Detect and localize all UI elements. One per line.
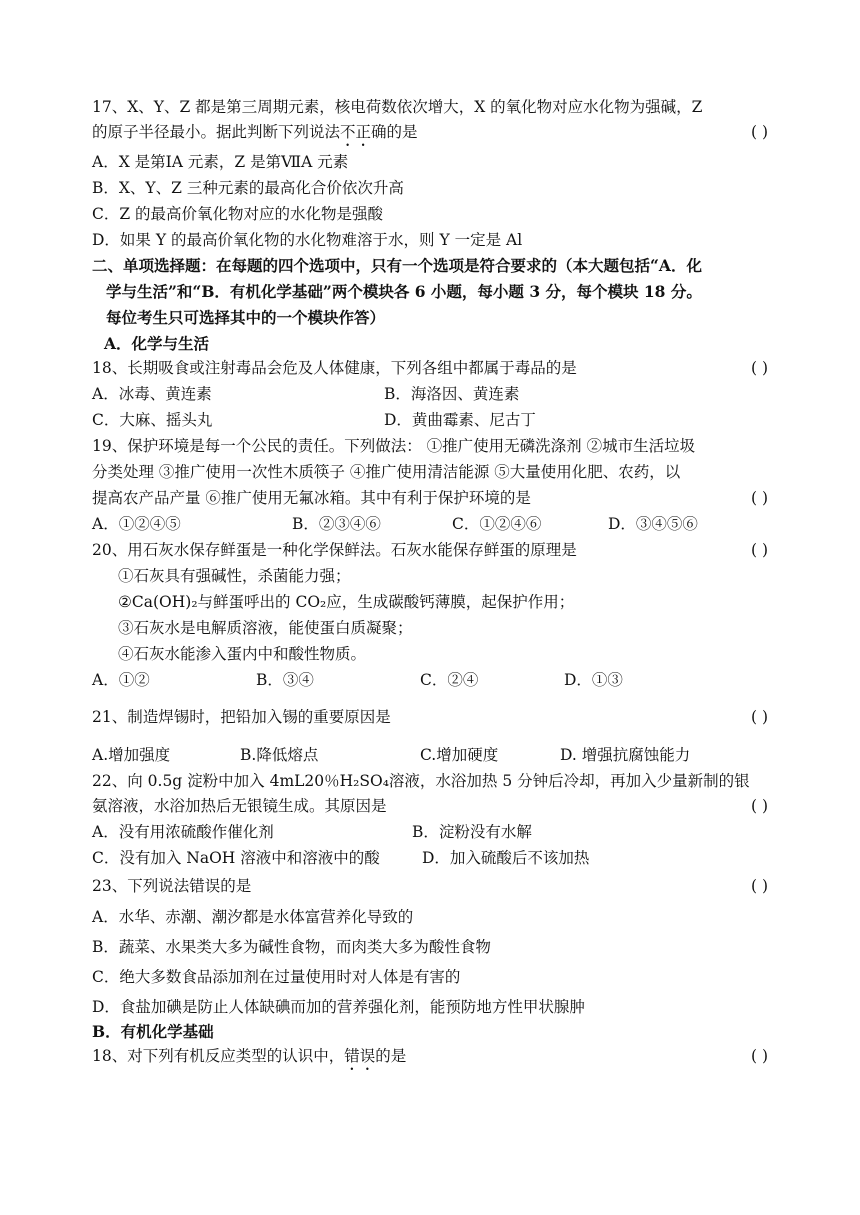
q22-line-2: 氨溶液，水浴加热后无银镜生成。其原因是: [92, 797, 387, 815]
q20-answer-bracket: ( ): [750, 541, 768, 559]
module-b-q18-stem-text: 18、对下列有机反应类型的认识中，: [92, 1047, 345, 1065]
q22-option-d: D．加入硫酸后不该加热: [422, 849, 590, 867]
q17-option-d: D．如果 Y 的最高价氧化物的水化物难溶于水，则 Y 一定是 Al: [92, 231, 523, 249]
module-b-q18-answer-bracket: ( ): [750, 1047, 768, 1065]
q20-option-d: D．①③: [564, 671, 623, 689]
q19-option-c: C．①②④⑥: [452, 515, 542, 533]
q20-statement-1: ①石灰具有强碱性，杀菌能力强；: [118, 567, 351, 585]
module-b-q18-emphasis: 错误: [344, 1047, 376, 1065]
module-a-title: A．化学与生活: [104, 334, 210, 353]
module-b-q18-stem-end: 的是: [375, 1047, 407, 1065]
q22-option-a: A．没有用浓硫酸作催化剂: [92, 823, 274, 841]
q17-emphasis: 不正: [340, 123, 372, 141]
q20-statement-2: ②Ca(OH)₂与鲜蛋呼出的 CO₂应，生成碳酸钙薄膜，起保护作用；: [118, 593, 575, 611]
q22-option-c: C．没有加入 NaOH 溶液中和溶液中的酸: [92, 849, 380, 867]
q17-line-1: 17、X、Y、Z 都是第三周期元素，核电荷数依次增大，X 的氧化物对应水化物为强碱，Z: [92, 98, 703, 116]
q22-answer-bracket: ( ): [750, 797, 768, 815]
q20-stem: 20、用石灰水保存鲜蛋是一种化学保鲜法。石灰水能保存鲜蛋的原理是: [92, 541, 577, 559]
q23-option-b: B．蔬菜、水果类大多为碱性食物，而肉类大多为酸性食物: [92, 938, 491, 956]
module-b-title: B．有机化学基础: [92, 1022, 214, 1041]
q23-stem: 23、下列说法错误的是: [92, 877, 252, 895]
q19-line-2: 分类处理 ③推广使用一次性木质筷子 ④推广使用清洁能源 ⑤大量使用化肥、农药，以: [92, 463, 681, 481]
q20-statement-3: ③石灰水是电解质溶液，能使蛋白质凝聚；: [118, 619, 413, 637]
q21-answer-bracket: ( ): [750, 708, 768, 726]
q19-option-d: D．③④⑤⑥: [608, 515, 698, 533]
q20-option-b: B．③④: [256, 671, 314, 689]
q19-line-1: 19、保护环境是每一个公民的责任。下列做法： ①推广使用无磷洗涤剂 ②城市生活垃圾: [92, 437, 696, 455]
q23-option-d: D．食盐加碘是防止人体缺碘而加的营养强化剂，能预防地方性甲状腺肿: [92, 998, 585, 1016]
section2-heading-line-3: 每位考生只可选择其中的一个模块作答）: [106, 308, 386, 327]
q19-answer-bracket: ( ): [750, 489, 768, 507]
q17-line-2: [92, 121, 768, 150]
q18-answer-bracket: ( ): [750, 359, 768, 377]
q21-stem: 21、制造焊锡时，把铅加入锡的重要原因是: [92, 708, 391, 726]
q19-option-b: B．②③④⑥: [292, 515, 381, 533]
q18-option-a: A．冰毒、黄连素: [92, 385, 212, 403]
q22-option-b: B．淀粉没有水解: [412, 823, 532, 841]
q23-option-c: C．绝大多数食品添加剂在过量使用时对人体是有害的: [92, 968, 461, 986]
q23-answer-bracket: ( ): [750, 877, 768, 895]
q19-line-3: 提高农产品产量 ⑥推广使用无氟冰箱。其中有利于保护环境的是: [92, 489, 531, 507]
q20-statement-4: ④石灰水能渗入蛋内中和酸性物质。: [118, 645, 367, 663]
q22-line-1: 22、向 0.5g 淀粉中加入 4mL20％H₂SO₄溶液，水浴加热 5 分钟后冷却，再加入少量新制的银: [92, 772, 750, 790]
q18-option-b: B．海洛因、黄连素: [384, 385, 520, 403]
q17-stem-text: 的原子半径最小。据此判断下列说法: [92, 123, 341, 141]
q20-option-a: A．①②: [92, 671, 150, 689]
section2-heading-line-2: 学与生活”和“B．有机化学基础”两个模块各 6 小题，每小题 3 分，每个模块 18 分。: [106, 282, 702, 301]
q21-option-d: D. 增强抗腐蚀能力: [560, 746, 691, 764]
q21-option-b: B.降低熔点: [240, 746, 319, 764]
section2-heading-line-1: 二、单项选择题：在每题的四个选项中，只有一个选项是符合要求的（本大题包括“A．化: [92, 256, 702, 275]
q17-option-c: C．Z 的最高价氧化物对应的水化物是强酸: [92, 205, 384, 223]
module-b-q18-stem: [92, 1045, 768, 1074]
q18-option-d: D．黄曲霉素、尼古丁: [384, 411, 536, 429]
q20-option-c: C．②④: [420, 671, 479, 689]
q18-option-c: C．大麻、摇头丸: [92, 411, 213, 429]
q18-stem: 18、长期吸食或注射毒品会危及人体健康，下列各组中都属于毒品的是: [92, 359, 577, 377]
q17-answer-bracket: ( ): [750, 123, 768, 141]
q17-option-b: B．X、Y、Z 三种元素的最高化合价依次升高: [92, 179, 404, 197]
q21-option-c: C.增加硬度: [420, 746, 499, 764]
q17-stem-end: 确的是: [371, 123, 418, 141]
q17-option-a: A．X 是第ⅠA 元素，Z 是第ⅦA 元素: [92, 153, 349, 171]
q21-option-a: A.增加强度: [92, 746, 171, 764]
q23-option-a: A．水华、赤潮、潮汐都是水体富营养化导致的: [92, 908, 414, 926]
q19-option-a: A．①②④⑤: [92, 515, 181, 533]
